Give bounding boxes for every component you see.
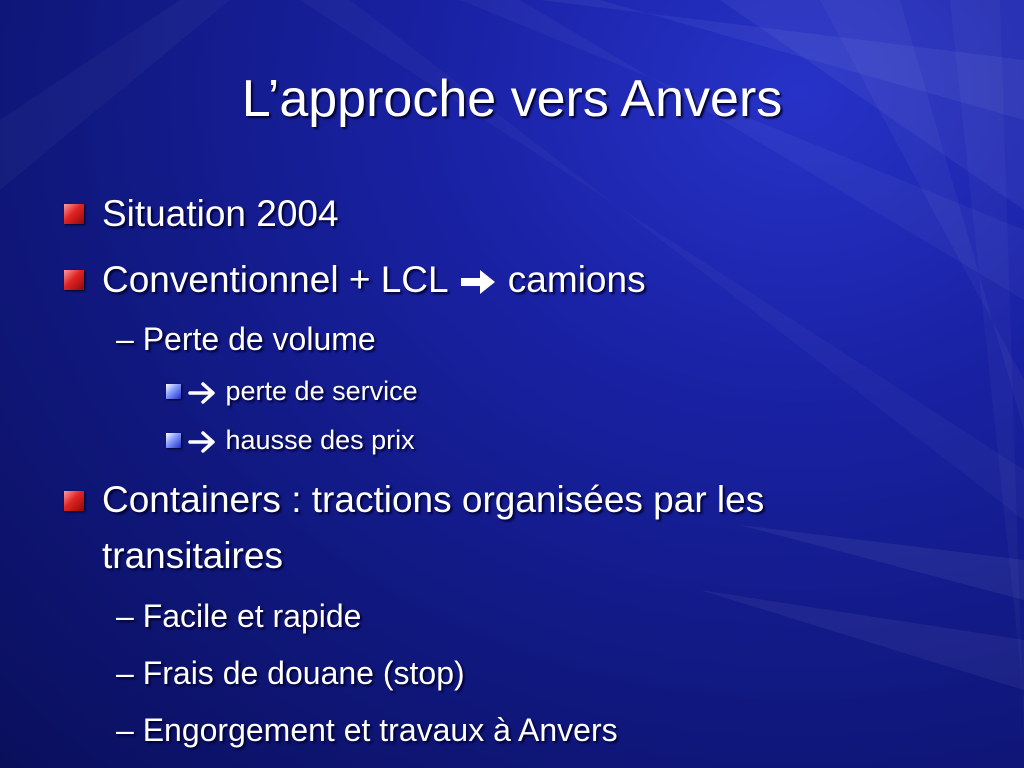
bullet-camions-text: camions — [507, 259, 646, 300]
bullet-conventionnel-text: Conventionnel + LCL — [102, 259, 448, 300]
right-arrow-icon — [188, 430, 218, 454]
red-square-bullet-icon — [64, 270, 84, 290]
bullet-conventionnel — [102, 258, 646, 302]
blue-square-bullet-icon — [166, 384, 181, 399]
dash-marker: – — [116, 598, 134, 634]
subbullet-frais-de-douane-text: Frais de douane (stop) — [142, 655, 465, 691]
subbullet-perte-de-volume — [116, 319, 376, 359]
right-arrow-icon — [188, 381, 218, 405]
subbullet-engorgement — [116, 710, 618, 750]
slide-title: L’approche vers Anvers — [241, 70, 783, 128]
dash-marker: – — [116, 321, 134, 357]
dash-marker: – — [116, 655, 134, 691]
subbullet-facile-et-rapide — [116, 596, 361, 636]
subsubbullet-perte-de-service-text: perte de service — [225, 376, 418, 406]
subbullet-engorgement-text: Engorgement et travaux à Anvers — [142, 712, 618, 748]
bullet-containers-line2: transitaires — [102, 535, 283, 576]
blue-square-bullet-icon — [166, 433, 181, 448]
bullet-situation-2004: Situation 2004 — [102, 193, 339, 234]
subbullet-perte-de-volume-text: Perte de volume — [142, 321, 376, 357]
red-square-bullet-icon — [64, 491, 84, 511]
subbullet-facile-et-rapide-text: Facile et rapide — [142, 598, 362, 634]
bullet-containers-line1: Containers : tractions organisées par les — [102, 479, 765, 520]
subsubbullet-perte-de-service — [188, 374, 418, 408]
subsubbullet-hausse-des-prix — [188, 423, 415, 457]
dash-marker: – — [116, 712, 134, 748]
subsubbullet-hausse-des-prix-text: hausse des prix — [225, 425, 415, 455]
subbullet-frais-de-douane — [116, 653, 465, 693]
red-square-bullet-icon — [64, 204, 84, 224]
right-arrow-icon — [458, 267, 498, 297]
